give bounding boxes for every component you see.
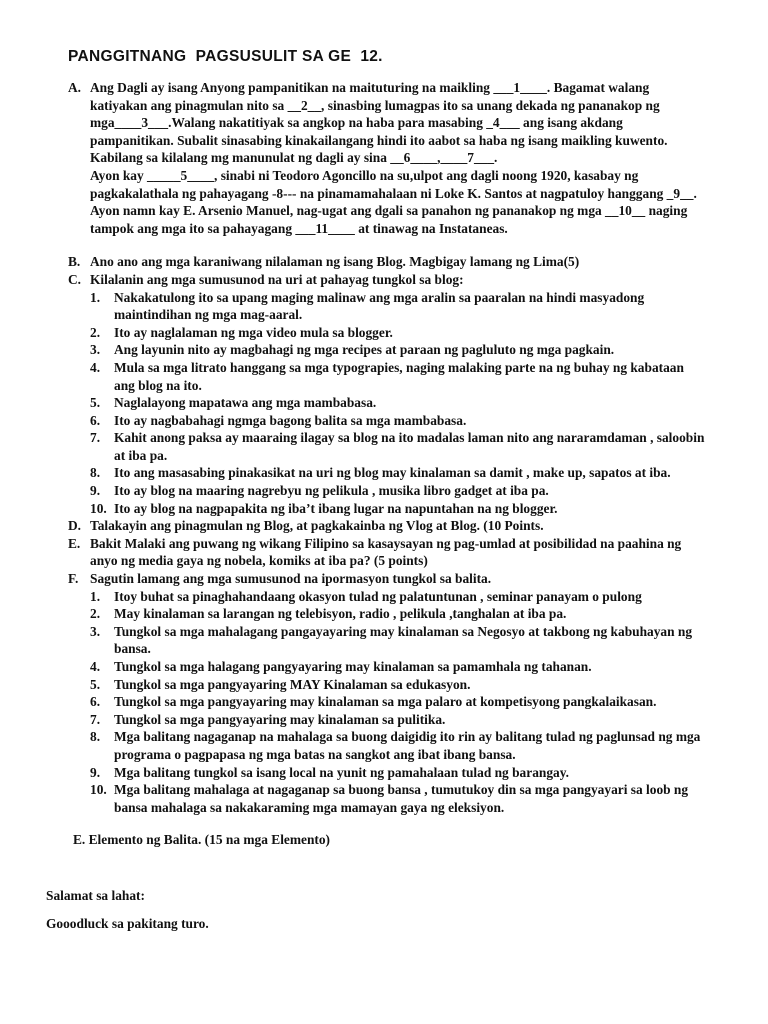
list-item xyxy=(90,764,740,782)
section-c-text: Kilalanin ang mga sumusunod na uri at pahayag tungkol sa blog: xyxy=(90,271,464,287)
list-item-text xyxy=(114,676,740,694)
list-item-line: Itoy buhat sa pinaghahandaang okasyon tulad ng palatuntunan , seminar panayam o pulong xyxy=(114,588,642,604)
section-d-text: Talakayin ang pinagmulan ng Blog, at pagkakainba ng Vlog at Blog. (10 Points. xyxy=(90,518,544,534)
list-item-text xyxy=(114,711,740,729)
list-item-line: Tungkol sa mga pangyayaring may kinalaman sa pulitika. xyxy=(114,711,446,727)
list-item-number: 10. xyxy=(90,782,107,798)
section-e-line: Bakit Malaki ang puwang ng wikang Filipino sa kasaysayan ng pag-umlad at posibilidad na paahina ng xyxy=(90,535,682,551)
section-b-letter: B. xyxy=(68,254,81,270)
list-item-number: 8. xyxy=(90,729,101,745)
section-a-text xyxy=(90,79,740,237)
list-item-text xyxy=(114,588,740,606)
list-item-text xyxy=(114,464,740,482)
list-item xyxy=(90,728,740,763)
list-item xyxy=(90,341,740,359)
list-item-text xyxy=(114,728,740,763)
list-item-text xyxy=(114,623,740,658)
list-item-text xyxy=(114,412,740,430)
list-item-line: Nakakatulong ito sa upang maging malinaw ang mga aralin sa paaralan na hindi masyadong xyxy=(114,289,645,305)
section-c-letter: C. xyxy=(68,271,82,287)
section-a-line: pampanitikan. Subalit sinasabing kinakailangang hindi ito aabot sa haba ng isang maikling kuwento. xyxy=(90,132,668,148)
list-item-line: Tungkol sa mga mahalagang pangayayaring may kinalaman sa Negosyo at takbong ng kabuhayan ng xyxy=(114,623,693,639)
list-item-line: Ito ay blog na nagpapakita ng iba’t ibang lugar na napuntahan na ng blogger. xyxy=(114,500,558,516)
list-item-text xyxy=(114,500,740,518)
list-item-line: Ang layunin nito ay magbahagi ng mga recipes at paraan ng pagluluto ng mga pagkain. xyxy=(114,342,615,358)
list-item-number: 5. xyxy=(90,676,101,692)
list-item-line: bansa mahalaga sa nakakaraming mga mamayan gaya ng eleksiyon. xyxy=(114,799,505,815)
list-item xyxy=(90,500,740,518)
list-item-number: 9. xyxy=(90,764,101,780)
section-f xyxy=(68,570,740,816)
list-item-line: Tungkol sa mga halagang pangyayaring may kinalaman sa pamamhala ng tahanan. xyxy=(114,659,592,674)
section-d-letter: D. xyxy=(68,518,82,534)
section-f-content xyxy=(90,570,740,816)
exam-body xyxy=(68,79,740,816)
list-item-line: bansa. xyxy=(114,641,151,657)
list-item-number: 6. xyxy=(90,694,101,710)
list-item xyxy=(90,623,740,658)
list-item-number: 2. xyxy=(90,606,101,622)
list-item-number: 1. xyxy=(90,588,101,604)
list-item-text xyxy=(114,764,740,782)
section-e xyxy=(68,535,740,570)
section-e-letter: E. xyxy=(68,535,81,551)
list-item-number: 1. xyxy=(90,289,101,305)
section-f-letter: F. xyxy=(68,571,79,587)
section-c-content xyxy=(90,271,740,517)
list-item-text xyxy=(114,324,740,342)
list-item-line: maintindihan ng mga mag-aaral. xyxy=(114,307,303,323)
list-item-text xyxy=(114,693,740,711)
list-item-line: at iba pa. xyxy=(114,447,168,463)
list-item xyxy=(90,324,740,342)
section-a xyxy=(68,79,740,237)
list-item-text xyxy=(114,359,740,394)
list-item-line: May kinalaman sa larangan ng telebisyon, radio , pelikula ,tanghalan at iba pa. xyxy=(114,606,567,622)
list-item xyxy=(90,711,740,729)
section-a-letter: A. xyxy=(68,80,82,95)
list-item-line: Mga balitang mahalaga at nagaganap sa buong bansa , tumutukoy din sa mga pangyayari sa loob ng xyxy=(114,782,689,798)
section-b-text: Ano ano ang mga karaniwang nilalaman ng isang Blog. Magbigay lamang ng Lima(5) xyxy=(90,254,580,270)
list-item-line: Mga balitang nagaganap na mahalaga sa buong daigidig ito rin ay balitang tulad ng paglunsad ng mga xyxy=(114,729,701,745)
list-item-number: 6. xyxy=(90,412,101,428)
list-item-number: 4. xyxy=(90,359,101,375)
section-a-line: tampok ang mga ito sa pahayagang ___11____ at tinawag na Instataneas. xyxy=(90,220,508,236)
list-item-text xyxy=(114,781,740,816)
section-c-list xyxy=(90,289,740,518)
list-item xyxy=(90,394,740,412)
closing-thanks: Salamat sa lahat: xyxy=(46,888,145,903)
list-item-line: Tungkol sa mga pangyayaring MAY Kinalaman sa edukasyon. xyxy=(114,676,471,692)
list-item xyxy=(90,482,740,500)
section-a-line: Kabilang sa kilalang mg manunulat ng dagli ay sina __6____,____7___. xyxy=(90,150,498,166)
list-item xyxy=(90,676,740,694)
section-f-list xyxy=(90,588,740,817)
section-b xyxy=(68,253,740,271)
list-item-text xyxy=(114,289,740,324)
list-item xyxy=(90,693,740,711)
list-item-line: Naglalayong mapatawa ang mga mambabasa. xyxy=(114,395,377,411)
list-item-line: Kahit anong paksa ay maaraing ilagay sa blog na ito madalas laman nito ang nararamdaman , saloobin xyxy=(114,430,705,446)
list-item xyxy=(90,781,740,816)
list-item-number: 8. xyxy=(90,465,101,481)
section-e2-elemento: E. Elemento ng Balita. (15 na mga Elemento) xyxy=(73,832,331,847)
section-a-line: Ayon namn kay E. Arsenio Manuel, nag-ugat ang dgali sa panahon ng pananakop ng mga __10__ naging xyxy=(90,203,688,219)
list-item xyxy=(90,359,740,394)
section-a-line: mga____3___.Walang nakatitiyak sa angkop na haba para masabing _4___ ang isang akdang xyxy=(90,115,623,131)
list-item-text xyxy=(114,605,740,623)
list-item-text xyxy=(114,482,740,500)
section-a-line: katiyakan ang pinagmulan nito sa __2__, sinasbing lumagpas ito sa unang dekada ng pananakop ng xyxy=(90,97,660,113)
list-item-line: Ito ang masasabing pinakasikat na uri ng blog may kinalaman sa damit , make up, sapatos at iba. xyxy=(114,465,671,481)
list-item-line: Mula sa mga litrato hanggang sa mga typograpies, naging malaking parte na ng buhay ng kabataan xyxy=(114,359,684,375)
list-item xyxy=(90,412,740,430)
section-c xyxy=(68,271,740,517)
list-item-text xyxy=(114,341,740,359)
list-item-number: 7. xyxy=(90,711,101,727)
list-item-number: 3. xyxy=(90,342,101,358)
list-item-number: 5. xyxy=(90,395,101,411)
exam-title: PANGGITNANG PAGSUSULIT SA GE 12. xyxy=(68,48,383,65)
list-item-line: Ito ay nagbabahagi ngmga bagong balita sa mga mambabasa. xyxy=(114,412,467,428)
list-item xyxy=(90,429,740,464)
list-item-line: programa o pagpapasa ng mga batas na sangkot ang ibat ibang bansa. xyxy=(114,746,516,762)
closing-goodluck: Gooodluck sa pakitang turo. xyxy=(46,916,209,931)
list-item-line: Ito ay blog na maaring nagrebyu ng pelikula , musika libro gadget at iba pa. xyxy=(114,483,549,499)
list-item-number: 3. xyxy=(90,623,101,639)
list-item-text xyxy=(114,429,740,464)
section-d xyxy=(68,517,740,535)
list-item-number: 4. xyxy=(90,659,101,674)
section-e-text xyxy=(90,535,740,570)
section-e-line: anyo ng media gaya ng nobela, komiks at iba pa? (5 points) xyxy=(90,553,428,569)
list-item-number: 10. xyxy=(90,500,107,516)
section-a-line: Ayon kay _____5____, sinabi ni Teodoro Agoncillo na su,ulpot ang dagli noong 1920, kasabay ng xyxy=(90,167,639,183)
list-item xyxy=(90,605,740,623)
list-item-text xyxy=(114,658,740,676)
section-a-line: pagkakalathala ng pahayagang -8--- na pinamamahalaan ni Loke K. Santos at nagpatuloy hanggang _9__. xyxy=(90,185,697,201)
list-item-text xyxy=(114,394,740,412)
section-a-line: Ang Dagli ay isang Anyong pampanitikan na maituturing na maikling ___1____. Bagamat walang xyxy=(90,80,650,95)
spacer xyxy=(68,237,740,253)
list-item-line: ang blog na ito. xyxy=(114,377,202,393)
section-f-text: Sagutin lamang ang mga sumusunod na ipormasyon tungkol sa balita. xyxy=(90,571,492,587)
list-item-number: 9. xyxy=(90,483,101,499)
list-item xyxy=(90,658,740,676)
list-item xyxy=(90,289,740,324)
list-item-line: Mga balitang tungkol sa isang local na yunit ng pamahalaan tulad ng barangay. xyxy=(114,764,570,780)
list-item-number: 7. xyxy=(90,430,101,446)
list-item-line: Ito ay naglalaman ng mga video mula sa blogger. xyxy=(114,324,393,340)
list-item xyxy=(90,588,740,606)
list-item-line: Tungkol sa mga pangyayaring may kinalaman sa mga palaro at kompetisyong pangkalaikasan. xyxy=(114,694,657,710)
list-item-number: 2. xyxy=(90,324,101,340)
list-item xyxy=(90,464,740,482)
